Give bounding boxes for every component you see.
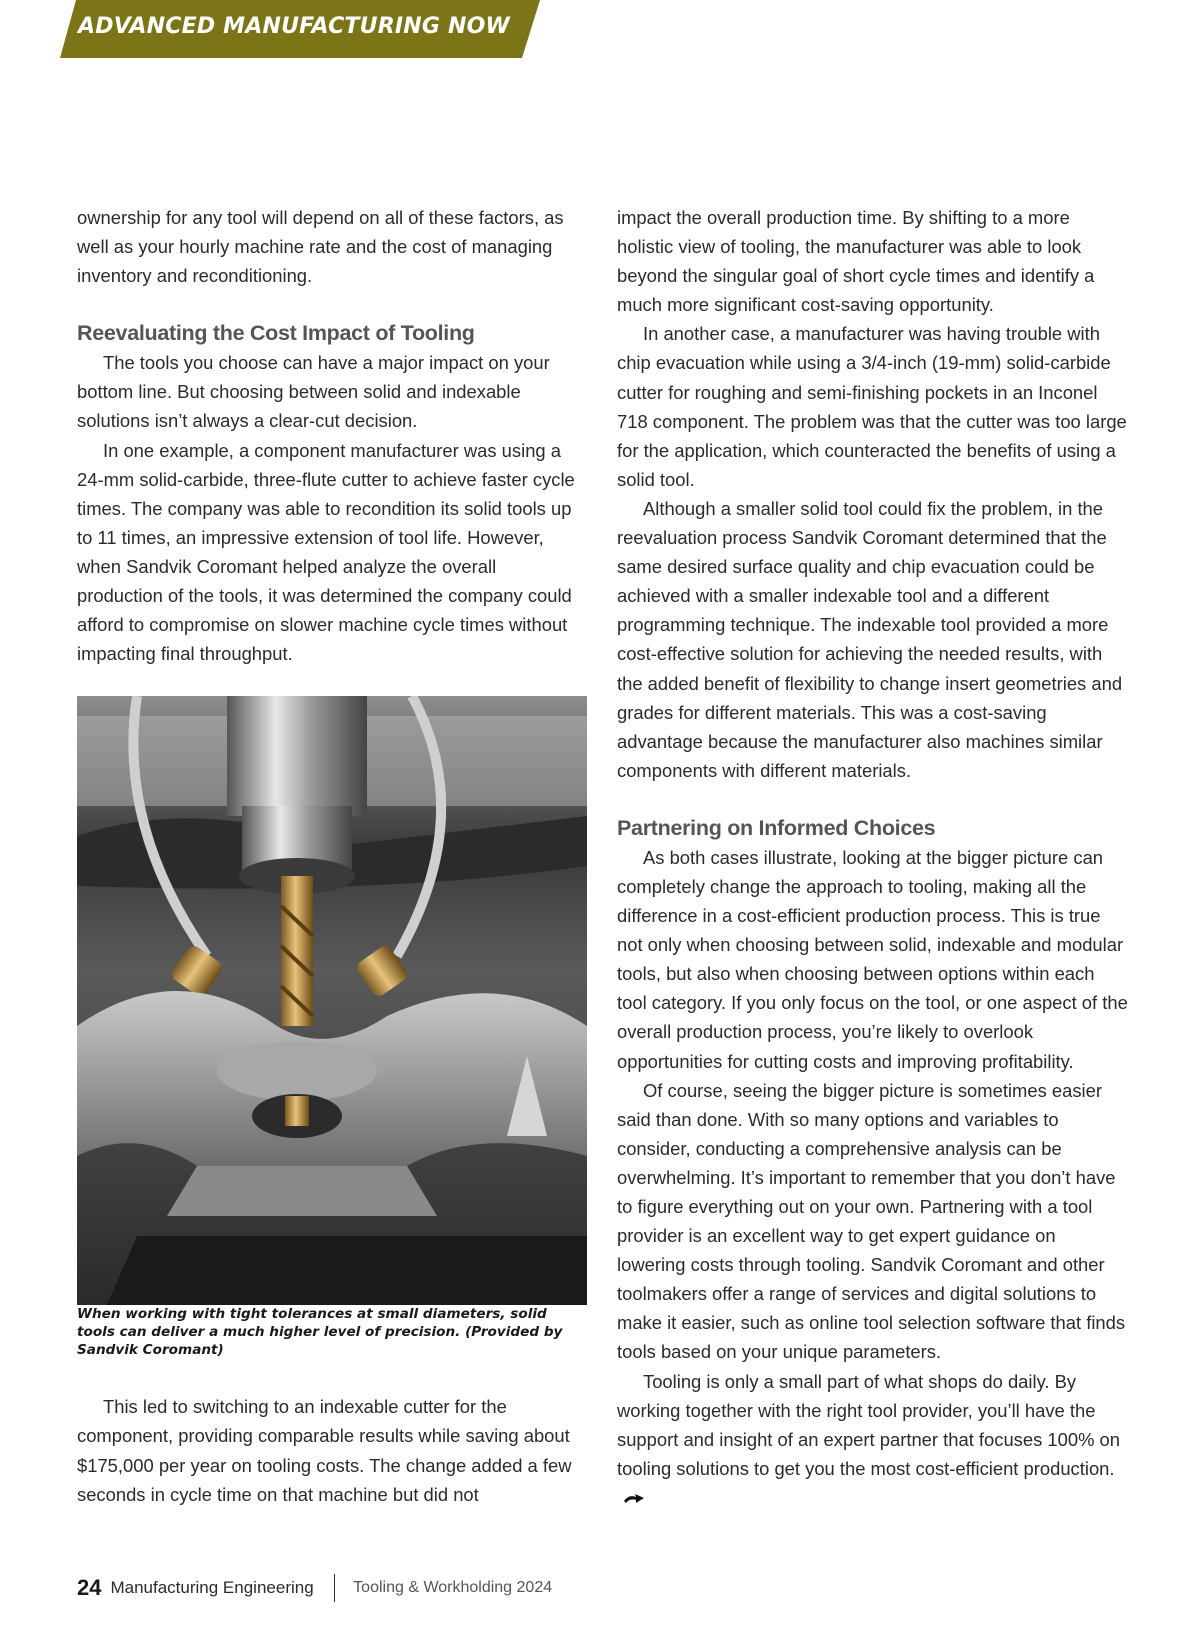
section-heading: Reevaluating the Cost Impact of Tooling — [77, 321, 475, 346]
issue-name: Tooling & Workholding 2024 — [353, 1579, 553, 1596]
right-column — [617, 203, 1129, 1512]
paragraph: As both cases illustrate, looking at the bigger picture can completely change the approach to tooling, making all the difference in a cost-efficient production process. This is true not only when choosing between solid, indexable and modular tools, but also when choosing between options within each tool category. If you only focus on the tool, or one aspect of the overall production process, you’re likely to overlook opportunities for cutting costs and improving profitability. — [617, 846, 1128, 1072]
paragraph: ownership for any tool will depend on all of these factors, as well as your hourly machine rate and the cost of managing inventory and reconditioning. — [77, 207, 564, 287]
left-column — [77, 203, 587, 1509]
section-banner-label: ADVANCED MANUFACTURING NOW — [78, 14, 510, 39]
paragraph: In another case, a manufacturer was having trouble with chip evacuation while using a 3/4-inch (19-mm) solid-carbide cutter for roughing and semi-finishing pockets in an Inconel 718 component. The problem was that the cutter was too large for the application, which counteracted the benefits of using a solid tool. — [617, 323, 1127, 490]
paragraph: The tools you choose can have a major impact on your bottom line. But choosing between solid and indexable solutions isn’t always a clear-cut decision. — [77, 352, 550, 432]
paragraph: In one example, a component manufacturer was using a 24-mm solid-carbide, three-flute cutter to achieve faster cycle times. The company was able to recondition its solid tools up to 11 times, an impressive extension of tool life. However, when Sandvik Coromant helped analyze the overall production of the tools, it was determined the company could afford to compromise on slower machine cycle times without impacting final throughput. — [77, 439, 575, 665]
paragraph: Although a smaller solid tool could fix the problem, in the reevaluation process Sandvik Coromant determined that the same desired surface quality and chip evacuation could be achieved with a smaller indexable tool and a different programming technique. The indexable tool provided a more cost-effective solution for achieving the needed results, with the added benefit of flexibility to change insert geometries and grades for different materials. This was a cost-saving advantage because the manufacturer also machines similar components with different materials. — [617, 497, 1123, 781]
end-of-article-icon — [623, 1493, 645, 1505]
section-heading: Partnering on Informed Choices — [617, 815, 936, 840]
footer-divider — [334, 1574, 336, 1602]
magazine-name: Manufacturing Engineering — [110, 1578, 314, 1597]
paragraph: impact the overall production time. By shifting to a more holistic view of tooling, the manufacturer was able to look beyond the singular goal of short cycle times and identify a much more significant cost-saving opportunity. — [617, 207, 1095, 316]
paragraph: This led to switching to an indexable cutter for the component, providing comparable results while saving about $175,000 per year on tooling costs. The change added a few seconds in cycle time on that machine but did not — [77, 1396, 572, 1505]
paragraph — [617, 1367, 1129, 1512]
paragraph: Of course, seeing the bigger picture is sometimes easier said than done. With so many options and variables to consider, conducting a comprehensive analysis can be overwhelming. It’s important to remember that you don’t have to figure everything out on your own. Partnering with a tool provider is an excellent way to get expert guidance on lowering costs through tooling. Sandvik Coromant and other toolmakers offer a range of services and digital solutions to make it easier, such as online tool selection software that finds tools based on your unique parameters. — [617, 1079, 1126, 1363]
drill-tool-photo — [77, 696, 587, 1305]
page-footer — [77, 1574, 552, 1602]
page-number: 24 — [77, 1575, 102, 1600]
closing-text: Tooling is only a small part of what shops do daily. By working together with the right tool provider, you’ll have the support and insight of an expert partner that focuses 100% on tooling solutions to get you the most cost-efficient production. — [617, 1370, 1121, 1479]
photo-caption: When working with tight tolerances at small diameters, solid tools can deliver a much higher level of precision. (Provided by Sandvik Coromant) — [77, 1306, 563, 1359]
